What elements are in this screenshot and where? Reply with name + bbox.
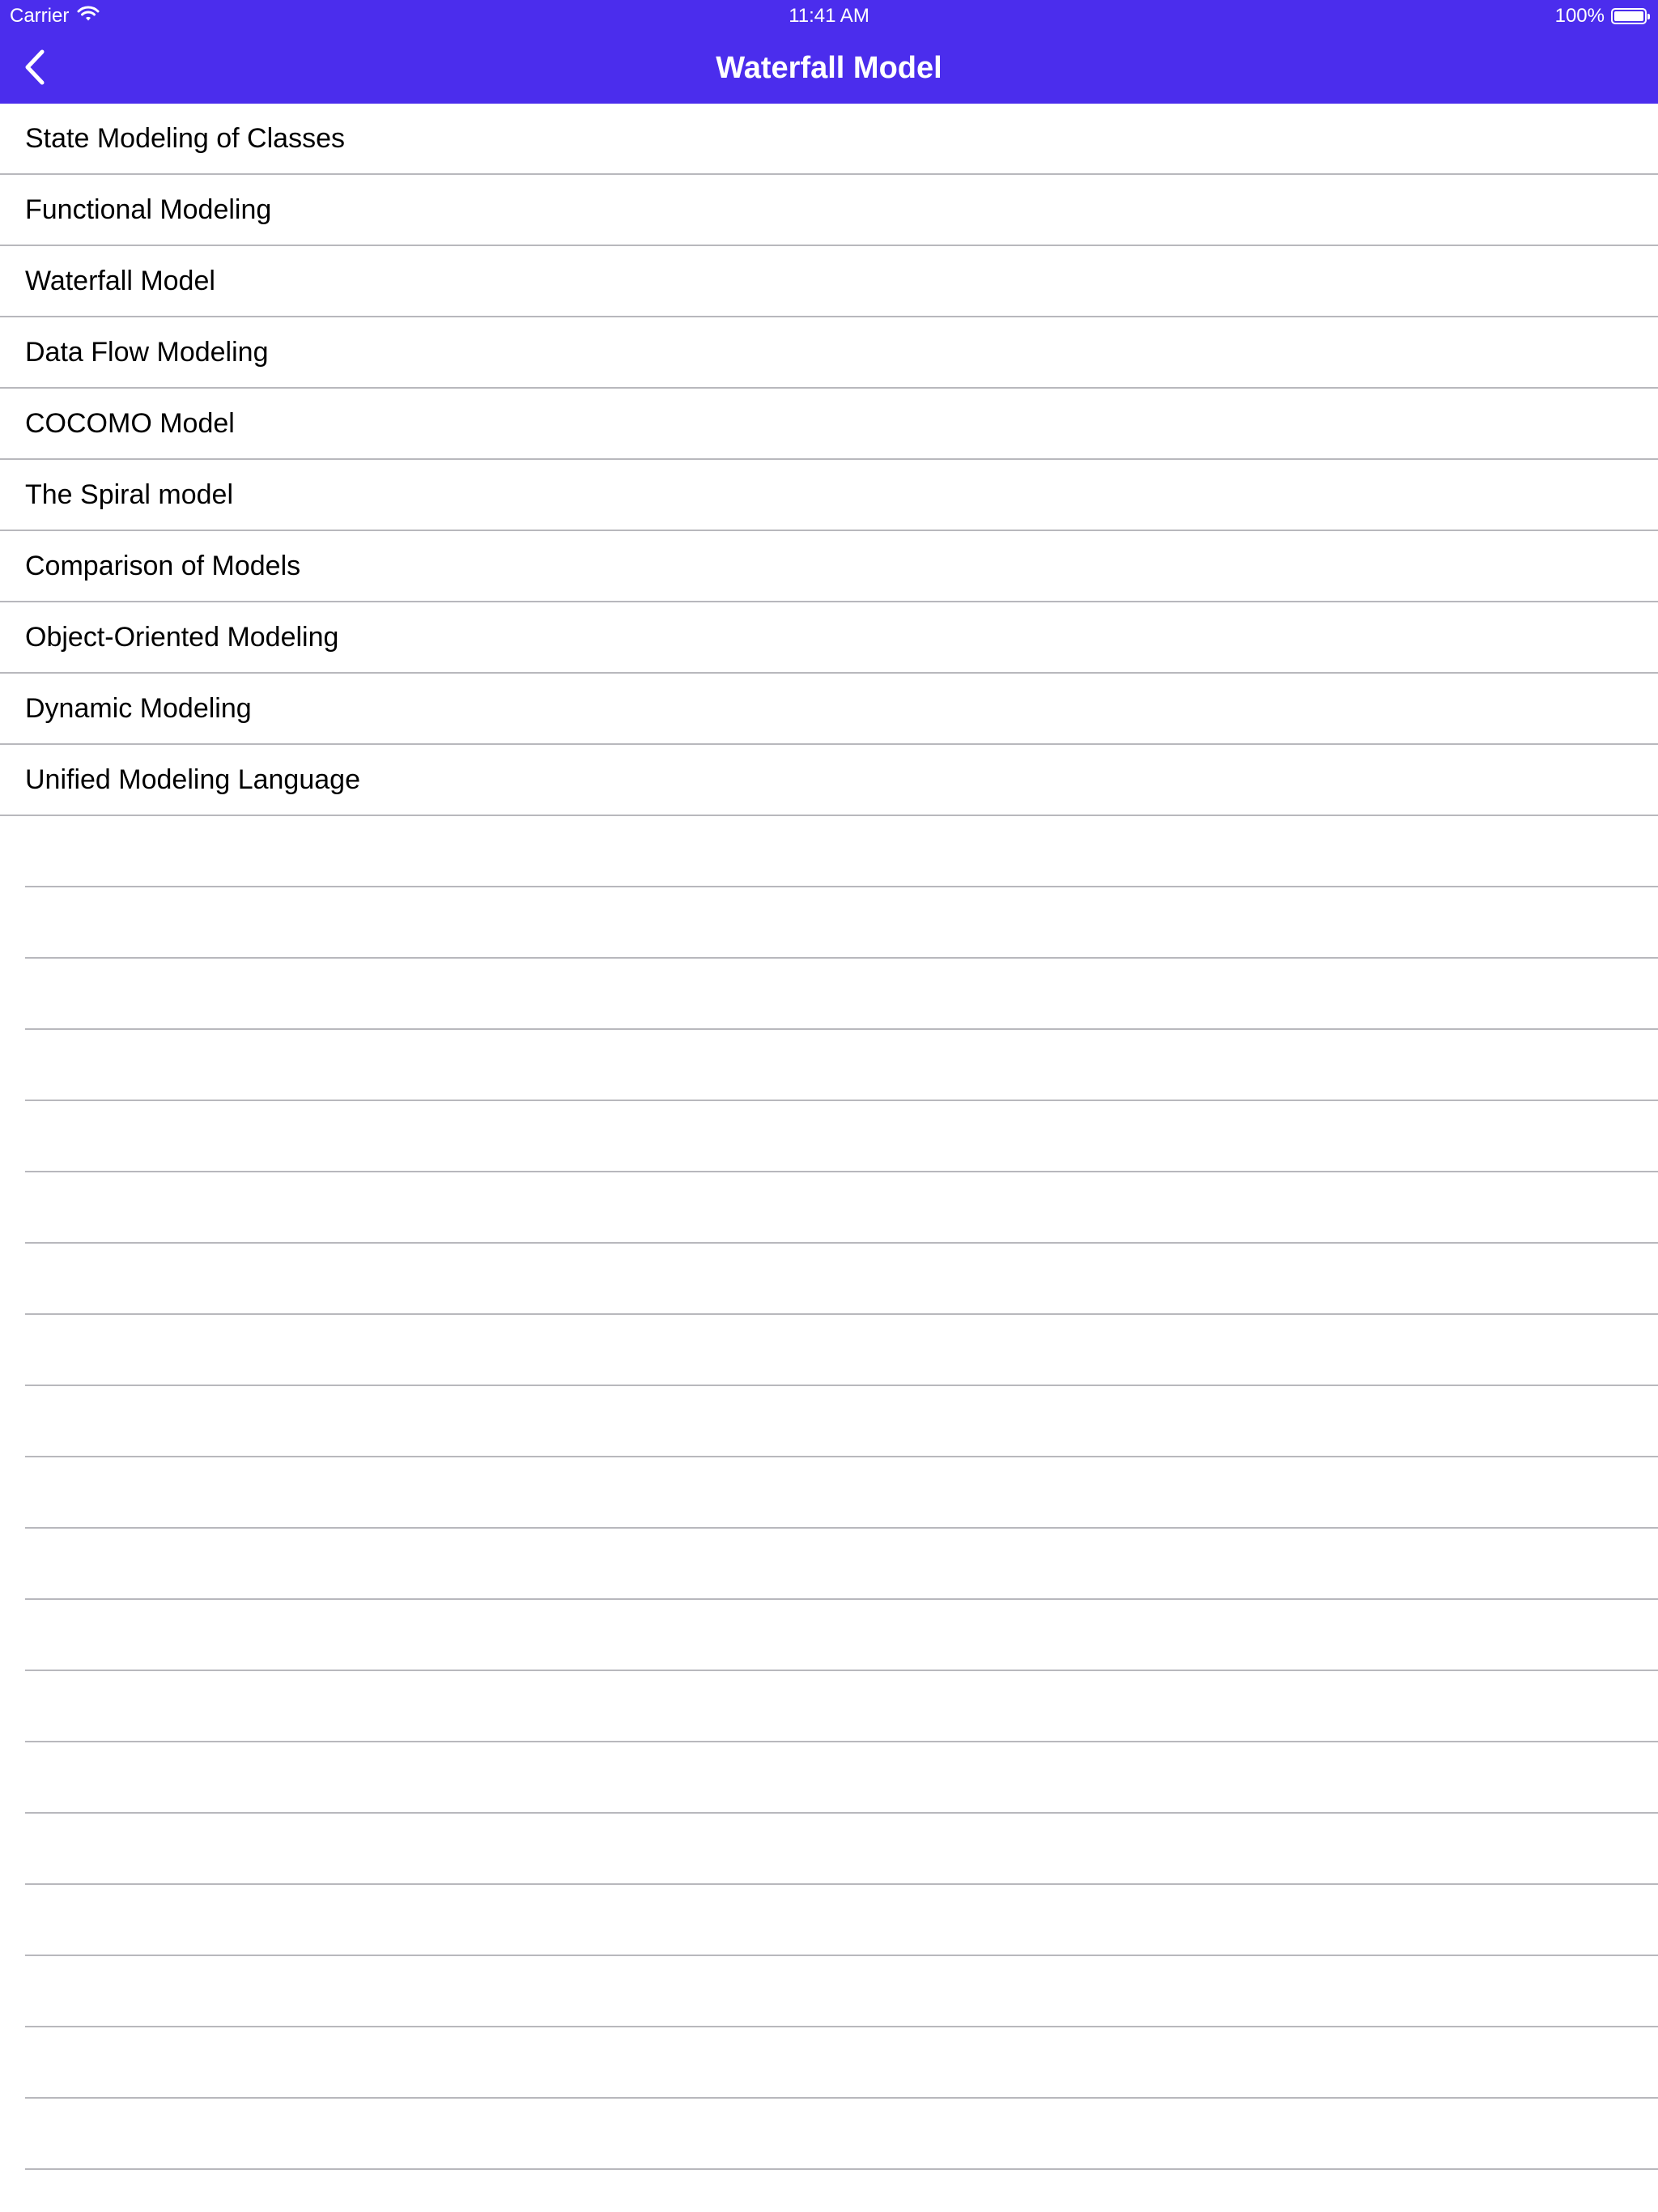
empty-row bbox=[25, 1885, 1658, 1956]
empty-row bbox=[25, 2027, 1658, 2099]
battery-group bbox=[1555, 5, 1647, 28]
empty-row bbox=[25, 1671, 1658, 1742]
list-item-label: Waterfall Model bbox=[25, 265, 215, 296]
navigation-bar bbox=[0, 32, 1658, 104]
empty-row bbox=[25, 887, 1658, 959]
list-item[interactable] bbox=[0, 175, 1658, 246]
list-item-label: COCOMO Model bbox=[25, 407, 235, 439]
empty-row bbox=[25, 1529, 1658, 1600]
empty-row bbox=[25, 1101, 1658, 1172]
empty-row bbox=[25, 1172, 1658, 1244]
battery-percent: 100% bbox=[1554, 5, 1605, 27]
empty-row bbox=[25, 1030, 1658, 1101]
list-item[interactable] bbox=[0, 317, 1658, 389]
empty-row bbox=[25, 1600, 1658, 1671]
status-time: 11:41 AM bbox=[789, 5, 869, 27]
empty-row bbox=[25, 2099, 1658, 2170]
list-item[interactable] bbox=[0, 745, 1658, 816]
list-item-label: Data Flow Modeling bbox=[25, 336, 269, 368]
status-bar bbox=[0, 0, 1658, 32]
list-item-label: State Modeling of Classes bbox=[25, 122, 345, 154]
topic-list bbox=[0, 104, 1658, 816]
list-item[interactable] bbox=[0, 460, 1658, 531]
list-item[interactable] bbox=[0, 104, 1658, 175]
empty-row bbox=[25, 1386, 1658, 1457]
empty-row bbox=[25, 816, 1658, 887]
list-item[interactable] bbox=[0, 602, 1658, 674]
empty-list-area bbox=[0, 816, 1658, 2170]
list-item-label: Unified Modeling Language bbox=[25, 764, 360, 795]
list-item[interactable] bbox=[0, 389, 1658, 460]
list-item[interactable] bbox=[0, 674, 1658, 745]
list-item[interactable] bbox=[0, 531, 1658, 602]
empty-row bbox=[25, 1457, 1658, 1529]
empty-row bbox=[25, 1956, 1658, 2027]
empty-row bbox=[25, 1742, 1658, 1814]
empty-row bbox=[25, 959, 1658, 1030]
list-item[interactable] bbox=[0, 246, 1658, 317]
empty-row bbox=[25, 1244, 1658, 1315]
list-item-label: Object-Oriented Modeling bbox=[25, 621, 339, 653]
list-item-label: The Spiral model bbox=[25, 479, 234, 510]
list-item-label: Dynamic Modeling bbox=[25, 692, 252, 724]
empty-row bbox=[25, 1814, 1658, 1885]
list-item-label: Comparison of Models bbox=[25, 550, 301, 581]
list-item-label: Functional Modeling bbox=[25, 194, 272, 225]
empty-row bbox=[25, 1315, 1658, 1386]
carrier-label: Carrier bbox=[10, 5, 70, 27]
page-title: Waterfall Model bbox=[716, 51, 942, 85]
battery-icon bbox=[1611, 8, 1647, 24]
